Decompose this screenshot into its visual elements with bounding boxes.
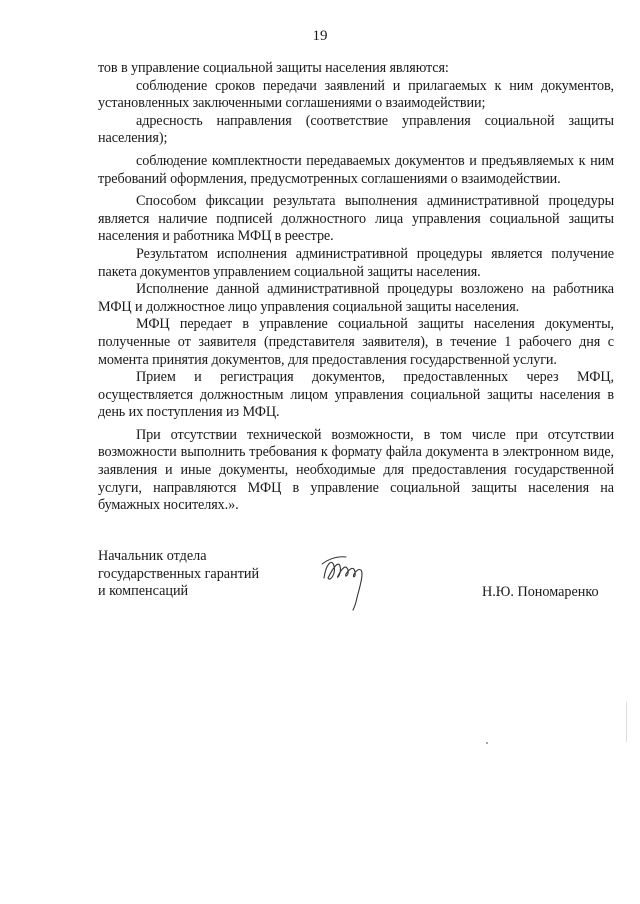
- handwritten-signature: [318, 548, 378, 612]
- page-number: 19: [312, 28, 328, 44]
- paragraph: Результатом исполнения административной процедуры является получение пакета документов управлением социальной защиты населения.: [98, 245, 614, 280]
- paragraph: тов в управление социальной защиты населения являются:: [98, 60, 449, 76]
- paragraph: МФЦ передает в управление социальной защиты населения документы, полученные от заявителя (представителя заявителя), в течение 1 рабочего дня с момента принятия документов, для предоставления государственной услуги.: [98, 316, 614, 368]
- scan-speck: [486, 742, 488, 744]
- signer-title-line: государственных гарантий: [98, 565, 260, 582]
- paragraph: Исполнение данной административной процедуры возложено на работника МФЦ и должностное лицо управления социальной защиты населения.: [98, 281, 614, 315]
- paragraph: соблюдение сроков передачи заявлений и прилагаемых к ним документов, установленных заключенными соглашениями о взаимодействии;: [98, 77, 614, 112]
- signer-title-line: Начальник отдела: [98, 548, 207, 564]
- signer-name: Н.Ю. Пономаренко: [482, 584, 599, 600]
- paragraph: При отсутствии технической возможности, в том числе при отсутствии возможности выполнить требования к формату файла документа в электронном виде, заявления и иные документы, необходимые для предоставления государственной услуги, направляются МФЦ в управление социальной защиты населения на бумажных носителях.».: [98, 426, 614, 514]
- signer-title-line: и компенсаций: [98, 583, 189, 600]
- paragraph: Прием и регистрация документов, предоставленных через МФЦ, осуществляется должностным лицом управления социальной защиты населения в день их поступления из МФЦ.: [98, 369, 614, 421]
- paragraph: соблюдение комплектности передаваемых документов и предъявляемых к ним требований оформления, предусмотренных соглашениями о взаимодействии.: [98, 152, 614, 187]
- paragraph: адресность направления (соответствие управления социальной защиты населения);: [98, 112, 614, 147]
- paragraph: Способом фиксации результата выполнения административной процедуры является наличие подписей должностного лица управления социальной защиты населения и работника МФЦ в реестре.: [98, 193, 614, 245]
- scan-edge-mark: [626, 702, 627, 742]
- body-text: [98, 60, 614, 515]
- signer-title: [98, 548, 259, 601]
